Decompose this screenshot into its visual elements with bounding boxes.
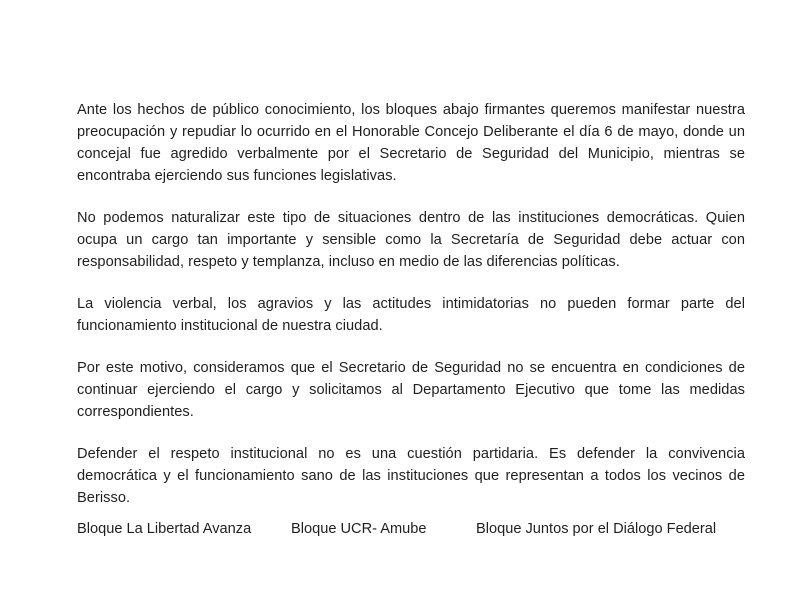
paragraph-4: Por este motivo, consideramos que el Secretario de Seguridad no se encuentra en condiciones de continuar ejerciendo el cargo y solicitamos al Departamento Ejecutivo que tome las medidas correspondientes. <box>77 360 745 420</box>
paragraph-3: La violencia verbal, los agravios y las actitudes intimidatorias no pueden formar parte del funcionamiento institucional de nuestra ciudad. <box>77 296 745 334</box>
signature-ucr-amube: Bloque UCR- Amube <box>291 521 427 537</box>
paragraph-1: Ante los hechos de público conocimiento, los bloques abajo firmantes queremos manifestar nuestra preocupación y repudiar lo ocurrido en el Honorable Concejo Deliberante el día 6 de mayo, donde un concejal fue agredido verbalmente por el Secretario de Seguridad del Municipio, mientras se encontraba ejerciendo sus funciones legislativas. <box>77 102 745 184</box>
statement-body <box>77 99 745 529</box>
signature-libertad-avanza: Bloque La Libertad Avanza <box>77 521 252 537</box>
signature-row <box>0 518 800 540</box>
signature-juntos-dialogo-federal: Bloque Juntos por el Diálogo Federal <box>476 521 717 537</box>
paragraph-2: No podemos naturalizar este tipo de situaciones dentro de las instituciones democráticas. Quien ocupa un cargo tan importante y sensible como la Secretaría de Seguridad debe actuar con responsabilidad, respeto y templanza, incluso en medio de las diferencias políticas. <box>77 210 745 270</box>
paragraph-5: Defender el respeto institucional no es una cuestión partidaria. Es defender la convivencia democrática y el funcionamiento sano de las instituciones que representan a todos los vecinos de Berisso. <box>77 446 745 506</box>
